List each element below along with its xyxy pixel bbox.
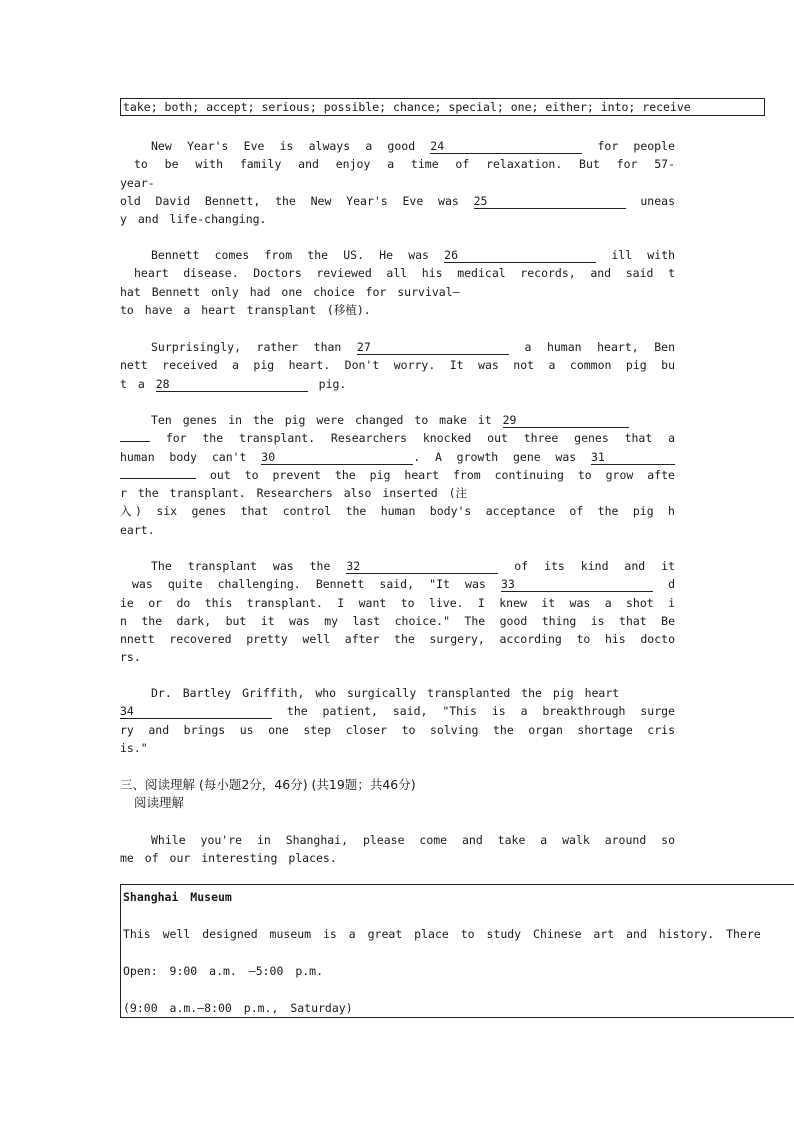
- section-subtitle: 阅读理解: [134, 795, 185, 810]
- museum-description: This well designed museum is a great place to study Chinese art and history. There: [123, 927, 761, 941]
- section-heading: [120, 776, 416, 812]
- blank-24[interactable]: 24: [430, 139, 582, 154]
- blank-29[interactable]: 29: [503, 413, 629, 428]
- blank-31-cont: [120, 478, 196, 479]
- paragraph-4: Ten genes in the pig were changed to make it 29 for the transplant. Researchers knocked out three genes that a human body can't 30 . A growth gene was 31 out to prevent the pig heart from continuing to grow afte r the transplant. Researchers also inserted (注 入) six genes that control the human body's acceptance of the pig h eart.: [120, 413, 675, 537]
- paragraph-1: New Year's Eve is always a good 24 for people to be with family and enjoy a time of relaxation. But for 57- year- old David Bennett, the New Year's Eve was 25 uneas y and life-changing.: [120, 139, 675, 227]
- museum-saturday-hours: (9:00 a.m.—8:00 p.m., Saturday): [123, 1001, 353, 1015]
- museum-info-box: [120, 884, 794, 1018]
- museum-name: Shanghai Museum: [123, 890, 232, 904]
- blank-26[interactable]: 26: [444, 248, 596, 263]
- paragraph-6: Dr. Bartley Griffith, who surgically transplanted the pig heart 34 the patient, said, "This is a breakthrough surge ry and brings us one step closer to solving the organ shortage cris is.": [120, 686, 675, 755]
- blank-32[interactable]: 32: [346, 559, 498, 574]
- reading-intro: While you're in Shanghai, please come and take a walk around so me of our interesting places.: [120, 833, 675, 866]
- blank-29-cont: [120, 441, 150, 442]
- museum-open-hours: Open: 9:00 a.m. —5:00 p.m.: [123, 964, 324, 978]
- blank-25[interactable]: 25: [474, 194, 626, 209]
- blank-34[interactable]: 34: [120, 704, 272, 719]
- paragraph-3: Surprisingly, rather than 27 a human heart, Ben nett received a pig heart. Don't worry. It was not a common pig bu t a 28 pig.: [120, 340, 675, 391]
- section-title: 三、阅读理解 (每小题2分，46分) (共19题；共46分): [120, 777, 416, 792]
- blank-30[interactable]: 30: [261, 450, 413, 465]
- paragraph-2: Bennett comes from the US. He was 26 ill with heart disease. Doctors reviewed all his medical records, and said t hat Bennett only had one choice for survival— to have a heart transplant (移植).: [120, 248, 675, 317]
- word-bank-text: take; both; accept; serious; possible; chance; special; one; either; into; receive: [123, 100, 691, 114]
- word-bank-box: [120, 98, 765, 116]
- blank-28[interactable]: 28: [156, 377, 308, 392]
- blank-33[interactable]: 33: [501, 577, 653, 592]
- blank-27[interactable]: 27: [357, 340, 509, 355]
- paragraph-5: The transplant was the 32 of its kind and it was quite challenging. Bennett said, "It was 33 d ie or do this transplant. I want to live. I knew it was a shot i n the dark, but it was my last choice." The good thing is that Be nnett recovered pretty well after the surgery, according to his docto rs.: [120, 559, 675, 665]
- blank-31[interactable]: 31: [591, 450, 675, 465]
